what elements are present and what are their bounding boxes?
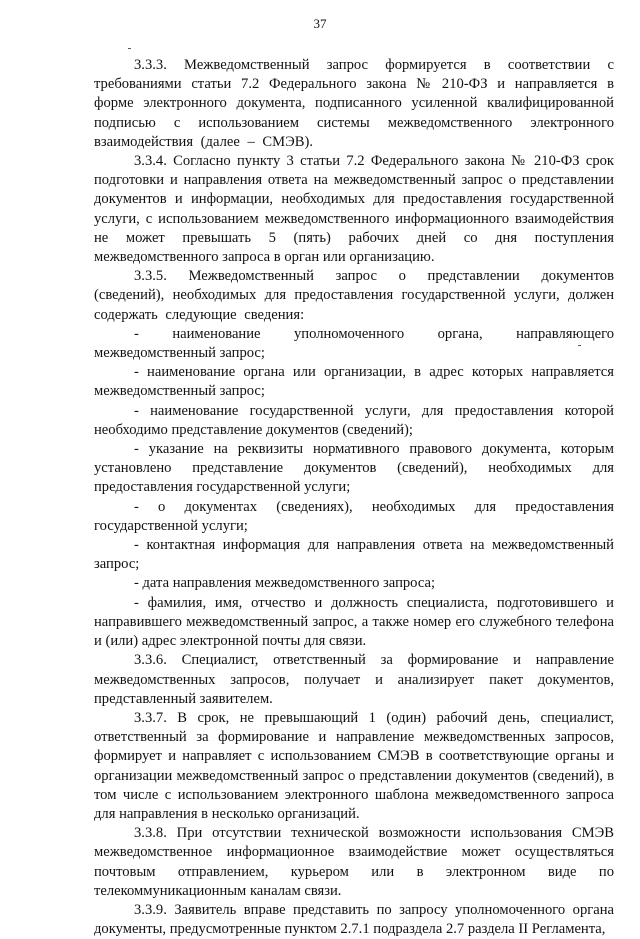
list-item-contact-info: - контактная информация для направления ответа на межведомственный запрос; bbox=[94, 537, 614, 573]
list-item-specialist-details: - фамилия, имя, отчество и должность специалиста, подготовившего и направившего межведомственный запрос, а также номер его служебного телефона и (или) адрес электронной почты для связи. bbox=[94, 594, 614, 650]
paragraph-3-3-4: 3.3.4. Согласно пункту 3 статьи 7.2 Федерального закона № 210-ФЗ срок подготовки и направления ответа на межведомственный запрос о представлении документов и информации, необходимых для предоставления государственной услуги, с использованием межведомственного информационного взаимодействия не может превышать 5 (пять) рабочих дней со дня поступления межведомственного запроса в орган или организацию. bbox=[94, 153, 614, 266]
list-item-documents: - о документах (сведениях), необходимых для предоставления государственной услуги; bbox=[94, 498, 614, 534]
list-item-legal-reference: - указание на реквизиты нормативного правового документа, которым установлено представление документов (сведений), необходимых для предоставления государственной услуги; bbox=[94, 441, 614, 496]
paragraph-3-3-3: 3.3.3. Межведомственный запрос формируется в соответствии с требованиями статьи 7.2 Федерального закона № 210-ФЗ и направляется в форме электронного документа, подписанного усиленной квалифицированной подписью с использованием системы межведомственного электронного взаимодействия (далее – СМЭВ). bbox=[94, 57, 614, 150]
paragraph-3-3-9: 3.3.9. Заявитель вправе представить по запросу уполномоченного органа документы, предусмотренные пунктом 2.7.1 подраздела 2.7 раздела II Регламента, bbox=[94, 901, 614, 938]
paragraph-3-3-7: 3.3.7. В срок, не превышающий 1 (один) рабочий день, специалист, ответственный за формирование и направление межведомственных запросов, формирует и направляет с использованием СМЭВ в соответствующие органы и организации межведомственный запрос о представлении документов (сведений), в том числе с использованием электронного шаблона межведомственного запроса для направления в несколько организаций. bbox=[94, 709, 614, 822]
list-item-request-date: - дата направления межведомственного запроса; bbox=[134, 575, 436, 592]
page-number: 37 bbox=[313, 16, 327, 31]
document-body bbox=[94, 56, 614, 939]
list-item-recipient-name: - наименование органа или организации, в адрес которых направляется межведомственный запрос; bbox=[94, 364, 614, 400]
scan-speck bbox=[128, 48, 131, 49]
paragraph-3-3-8: 3.3.8. При отсутствии технической возможности использования СМЭВ межведомственное информационное взаимодействие может осуществляться почтовым отправлением, курьером или в электронном виде по телекоммуникационным каналам связи. bbox=[94, 825, 614, 899]
list-item-service-name: - наименование государственной услуги, для предоставления которой необходимо представление документов (сведений); bbox=[94, 402, 614, 438]
list-item-authority-name: - наименование уполномоченного органа, направляющего межведомственный запрос; bbox=[94, 325, 614, 362]
paragraph-3-3-6: 3.3.6. Специалист, ответственный за формирование и направление межведомственных запросов, получает и анализирует пакет документов, представленный заявителем. bbox=[94, 652, 614, 707]
paragraph-3-3-5: 3.3.5. Межведомственный запрос о представлении документов (сведений), необходимых для предоставления государственной услуги, должен содержать следующие сведения: bbox=[94, 268, 614, 323]
